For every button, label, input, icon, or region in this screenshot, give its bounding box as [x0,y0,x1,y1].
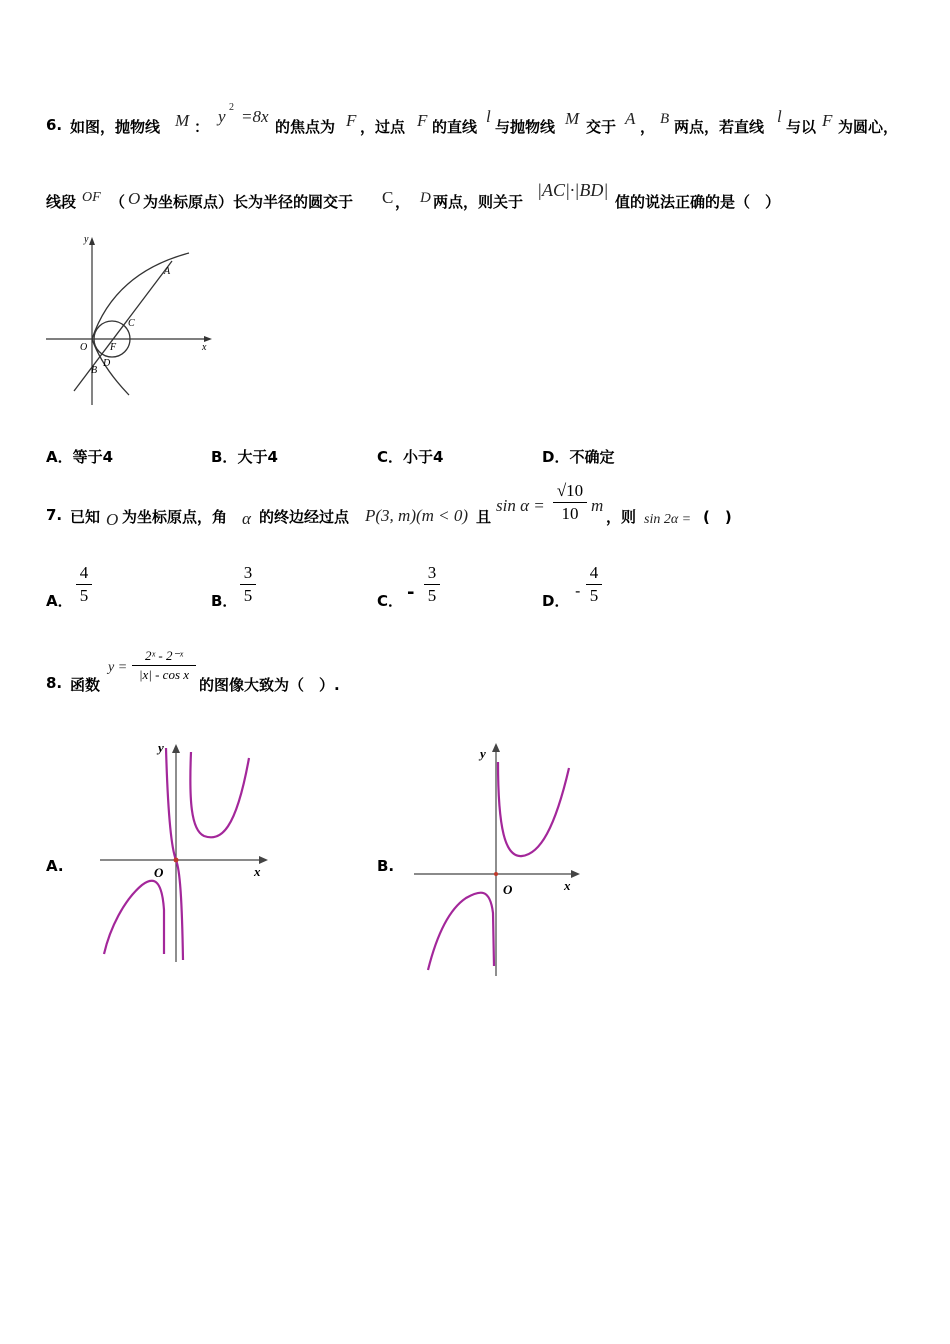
q6-text-5: 与抛物线 [495,118,556,136]
q7-text-2: 为坐标原点，角 [122,508,228,526]
q7-option-c-num: 3 [427,563,437,582]
q8-a-origin-label: O [154,865,164,880]
q8-a-curve-middle [166,748,183,960]
q6-option-a-text: 等于4 [72,448,114,466]
q6-figure [44,233,216,409]
q8-b-curve-left [428,893,494,970]
q6-text-6: 交于 [586,118,617,136]
q7-option-d-label: D． [542,592,570,610]
q6-F-1: F [346,111,357,130]
q6-option-b[interactable] [211,446,278,467]
q8-a-curve-left [104,881,164,954]
q6-text-7: 两点，若直线 [674,118,765,136]
q6-text-14: 值的说法正确的是（ ） [615,193,781,211]
q8-a-curve-right [190,752,249,837]
q7-text-5: ，则 [606,508,637,526]
q7-option-a-num: 4 [79,563,89,582]
q6-fig-B-label: B [91,365,98,376]
q8-frac-denominator: |x| - cos x [138,667,190,682]
q7-option-d-sign: - [575,582,581,600]
q7-option-c-label: C． [377,592,404,610]
q6-comma: ， [640,118,656,136]
q7-option-d-fraction [586,563,602,606]
q6-option-a-label: A． [46,448,73,466]
q6-option-b-label: B． [211,448,238,466]
q6-fig-D-label: D [103,358,111,369]
q6-fig-F-label: F [110,342,117,353]
q7-option-a-label: A． [46,592,73,610]
q8-frac-numerator: 2ˣ - 2⁻ˣ [144,648,184,663]
q6-fig-O-label: O [80,342,88,353]
q6-l-1: l [486,107,491,126]
q6-option-d-text: 不确定 [569,448,615,466]
q8-text-2: 的图像大致为（ ）. [199,676,340,694]
q6-M: M [175,111,190,130]
q6-text-2: 的焦点为 [275,118,336,136]
q6-eq-exp: 2 [229,102,234,113]
q7-option-d-num: 4 [589,563,599,582]
q6-option-d[interactable] [542,446,614,467]
q6-text-4: 的直线 [432,118,478,136]
q6-option-a[interactable] [46,446,113,467]
q6-option-c[interactable] [377,446,443,467]
q7-option-a-fraction [76,563,92,606]
q6-M-2: M [565,109,580,128]
q7-option-a-den: 5 [79,586,89,605]
q6-O: O [128,189,141,208]
q7-option-d-den: 5 [589,586,599,605]
q7-O: O [106,510,119,529]
q7-frac-numerator: √10 [556,481,584,500]
q7-sin2: sin 2α = [644,512,692,527]
q8-option-b-graph[interactable] [410,738,586,978]
q6-C: C [382,188,394,207]
q6-OF: OF [82,190,101,205]
q8-a-x-label: x [254,864,261,879]
q7-point-P: P(3, m)(m < 0) [365,506,469,525]
q7-option-c-sign: - [407,582,415,603]
q6-eq-y: y [218,107,226,126]
q6-text-13: 两点，则关于 [433,193,524,211]
q6-option-c-text: 小于4 [403,448,444,466]
q6-F-2: F [417,111,428,130]
q8-text-1: 函数 [70,676,101,694]
q8-b-x-label: x [564,878,571,893]
q7-option-c-fraction [424,563,440,606]
q8-b-origin-label: O [503,882,513,897]
q7-text-3: 的终边经过点 [259,508,350,526]
q7-text-4: 且 [476,508,492,526]
q6-option-b-text: 大于4 [237,448,278,466]
q8-option-a-label[interactable]: A. [46,857,64,875]
q7-alpha: α [242,509,251,528]
q6-fig-x-label: x [202,342,207,353]
q7-option-b-den: 5 [243,586,253,605]
q7-text-6: ( ) [703,508,732,526]
q7-number: 7. [46,506,63,524]
q6-number: 6. [46,116,63,134]
q6-fig-C-label: C [128,318,135,329]
q8-option-b-label[interactable]: B. [377,857,395,875]
q6-option-c-label: C． [377,448,404,466]
q6-text-3: ，过点 [360,118,406,136]
q6-option-d-label: D． [542,448,570,466]
q6-F-3: F [822,111,833,130]
q7-option-b-label: B． [211,592,238,610]
q7-option-b-num: 3 [243,563,253,582]
q7-option-b-fraction [240,563,256,606]
q7-option-c-den: 5 [427,586,437,605]
q6-A: A [625,109,636,128]
q8-y-eq: y = [108,660,128,675]
q6-fig-A-label: A [164,266,171,277]
q6-comma-2: ， [395,193,411,211]
q6-D: D [420,190,431,206]
q6-abs-expression: |AC|·|BD| [537,180,609,200]
q6-text-8: 与以 [786,118,817,136]
q7-frac-denominator: 10 [561,504,579,523]
q7-sin-lhs: sin α = [496,496,545,515]
q6-text-10: 线段 [46,193,77,211]
q6-fig-y-label: y [84,234,89,245]
q8-b-curve-right [498,762,569,856]
q8-a-y-label: y [158,740,164,755]
q8-function-fraction [132,648,196,683]
q7-sin-fraction [553,481,587,524]
q6-l-2: l [777,107,782,126]
q6-text-12: 为坐标原点）长为半径的圆交于 [143,193,354,211]
q6-B: B [660,111,670,127]
q7-m: m [591,496,604,515]
q8-option-a-graph[interactable] [96,740,272,966]
q6-text-9: 为圆心， [838,118,899,136]
q8-b-y-label: y [480,746,486,761]
q8-number: 8. [46,674,63,692]
q6-text-1: 如图，抛物线 [70,118,161,136]
q7-text-1: 已知 [70,508,101,526]
q6-colon: ： [194,118,210,136]
q6-eq-rhs: =8x [241,107,269,126]
q6-text-11: （ [110,193,126,211]
